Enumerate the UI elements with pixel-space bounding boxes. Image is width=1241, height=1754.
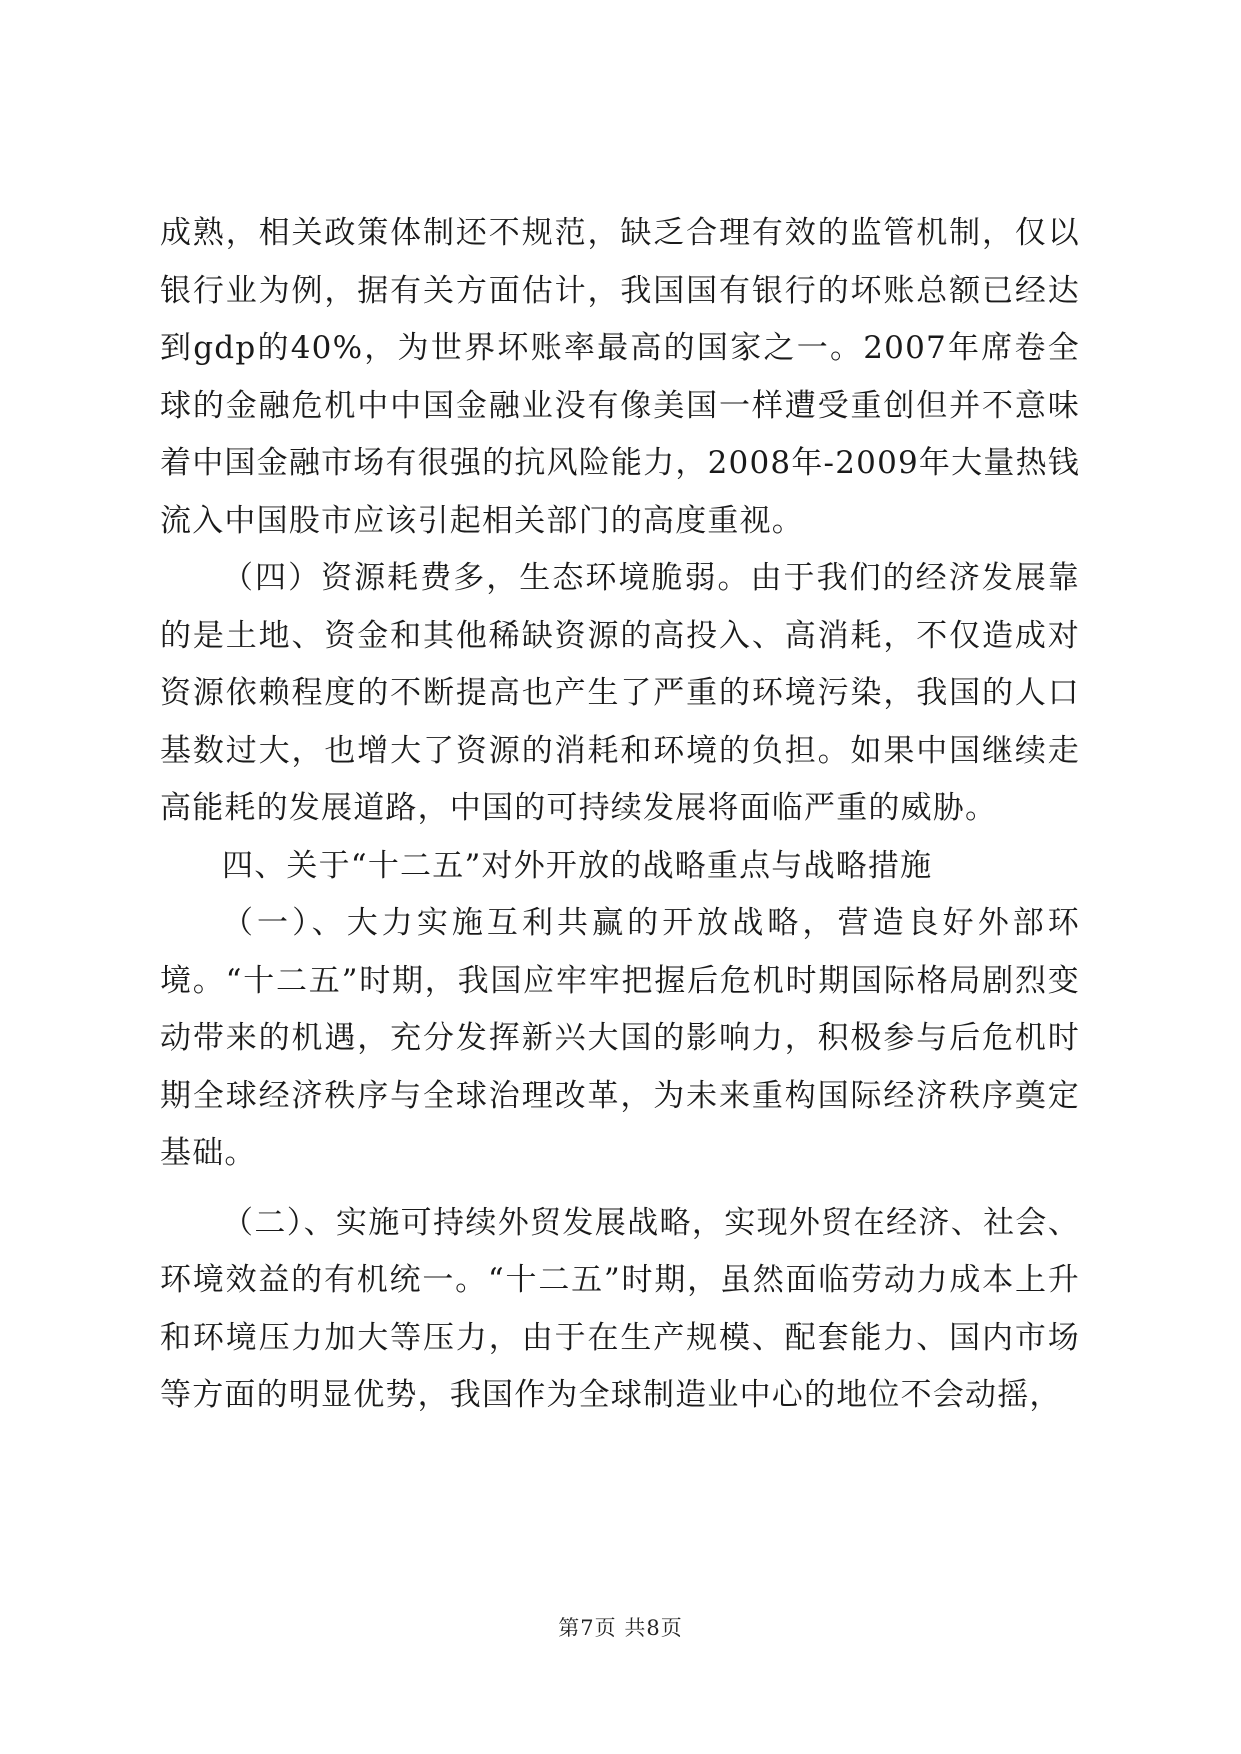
paragraph-continued-finance: 成熟，相关政策体制还不规范，缺乏合理有效的监管机制，仅以银行业为例，据有关方面估计，我国国有银行的坏账总额已经达到gdp的40%，为世界坏账率最高的国家之一。2007年席卷全球的金融危机中中国金融业没有像美国一样遭受重创但并不意味着中国金融市场有很强的抗风险能力，2008年-2009年大量热钱流入中国股市应该引起相关部门的高度重视。: [160, 215, 1080, 539]
paragraph-open-strategy: （一）、大力实施互利共赢的开放战略，营造良好外部环境。“十二五”时期，我国应牢牢把握后危机时期国际格局剧烈变动带来的机遇，充分发挥新兴大国的影响力，积极参与后危机时期全球经济秩序与全球治理改革，为未来重构国际经济秩序奠定基础。: [160, 905, 1080, 1171]
section-heading-strategy: 四、关于“十二五”对外开放的战略重点与战略措施: [222, 847, 933, 884]
page-number-footer: 第7页 共8页: [558, 1616, 683, 1640]
paragraph-sustainable-trade: （二）、实施可持续外贸发展战略，实现外贸在经济、社会、环境效益的有机统一。“十二五”时期，虽然面临劳动力成本上升和环境压力加大等压力，由于在生产规模、配套能力、国内市场等方面的明显优势，我国作为全球制造业中心的地位不会动摇，: [160, 1204, 1080, 1413]
paragraph-resources-environment: （四）资源耗费多，生态环境脆弱。由于我们的经济发展靠的是土地、资金和其他稀缺资源的高投入、高消耗，不仅造成对资源依赖程度的不断提高也产生了严重的环境污染，我国的人口基数过大，也增大了资源的消耗和环境的负担。如果中国继续走高能耗的发展道路，中国的可持续发展将面临严重的威胁。: [160, 560, 1080, 826]
document-body: [160, 205, 1080, 1425]
